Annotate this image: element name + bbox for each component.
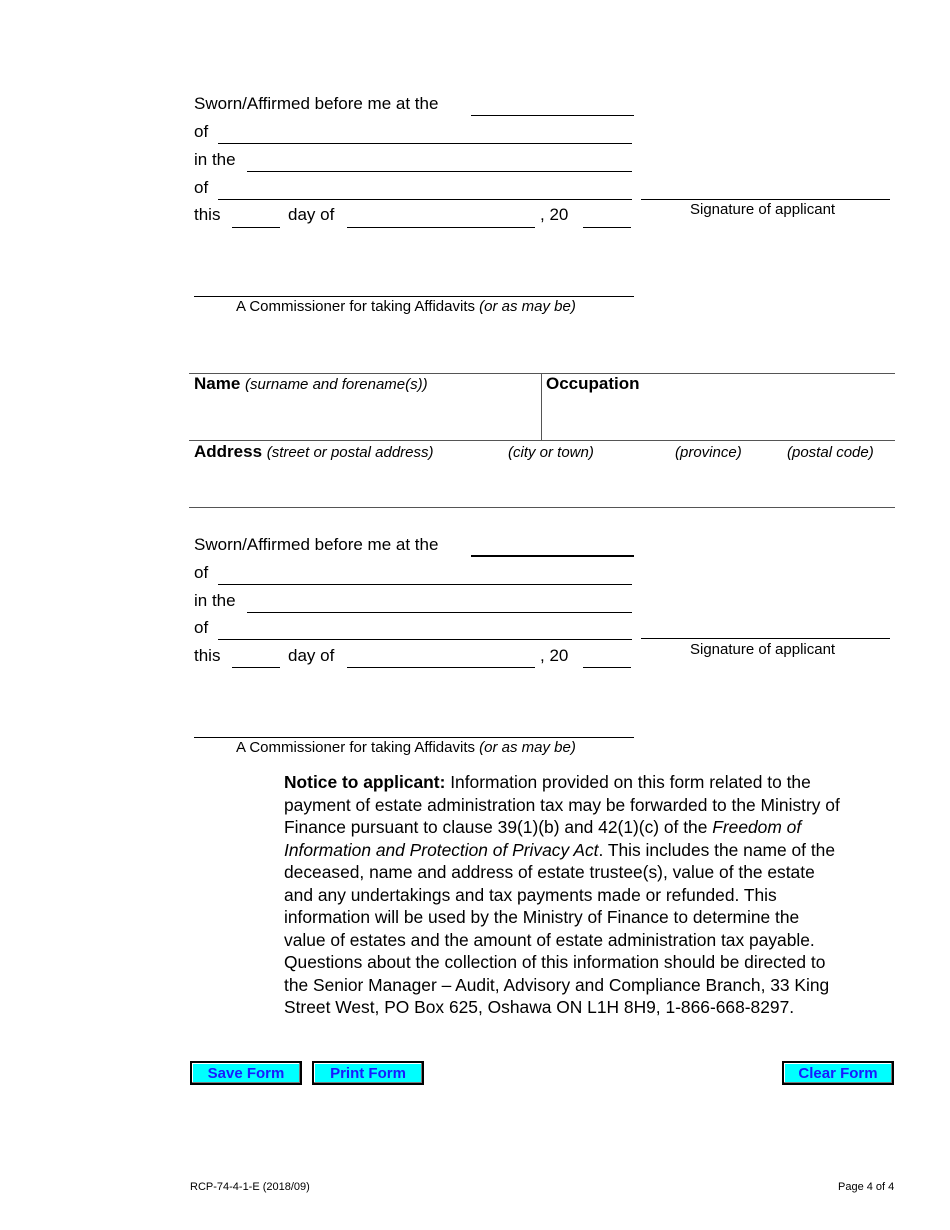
signature-line <box>641 638 890 639</box>
day-of-label: day of <box>288 646 335 665</box>
name-hint: (surname and forename(s)) <box>245 376 428 393</box>
sworn-label: Sworn/Affirmed before me at the <box>194 535 439 554</box>
notice-text-1: Information provided on this form related to the payment of estate administration tax may be forwarded to the Ministry of Finance pursuant to clause 39(1)(b) and 42(1)(c) of the <box>284 772 840 837</box>
commissioner-caption <box>236 298 576 316</box>
day-input[interactable] <box>232 651 280 668</box>
page-number: Page 4 of 4 <box>838 1181 895 1193</box>
commissioner-label: A Commissioner for taking Affidavits <box>236 298 475 315</box>
this-label: this <box>194 205 221 224</box>
name-input[interactable] <box>195 405 535 421</box>
month-input[interactable] <box>347 211 535 228</box>
address-hint: (street or postal address) <box>266 444 434 461</box>
year-input[interactable] <box>583 211 631 228</box>
in-the-label: in the <box>194 150 236 169</box>
name-header <box>194 374 428 394</box>
of-label: of <box>194 618 209 637</box>
form-code: RCP-74-4-1-E (2018/09) <box>190 1181 310 1193</box>
table-bottom-rule <box>189 507 895 508</box>
commissioner-label: A Commissioner for taking Affidavits <box>236 739 475 756</box>
sworn-place-input[interactable] <box>471 539 634 557</box>
commissioner-line <box>194 296 634 297</box>
table-middle-rule <box>189 440 895 441</box>
address-input[interactable] <box>195 472 495 488</box>
occupation-label: Occupation <box>546 374 640 393</box>
day-input[interactable] <box>232 211 280 228</box>
signature-line <box>641 199 890 200</box>
print-form-button[interactable]: Print Form <box>312 1061 424 1085</box>
of-label: of <box>194 178 209 197</box>
notice-text-2: . This includes the name of the deceased, name and address of estate trustee(s), value of the estate and any undertakings and tax payments made or refunded. This information will be used by the Ministry of Finance to determine the value of estates and the amount of estate administration tax payable. Questions about the collection of this information should be directed to the Senior Manager – Audit, Advisory and Compliance Branch, 33 King Street West, PO Box 625, Oshawa ON L1H 8H9, 1-866-668-8297. <box>284 839 835 1017</box>
address-header <box>194 442 434 463</box>
address-label: Address <box>194 442 263 461</box>
of-input-1[interactable] <box>218 568 632 585</box>
notice-act-name: Freedom of Information and Protection of Privacy Act <box>284 817 802 860</box>
of-label: of <box>194 563 209 582</box>
signature-label: Signature of applicant <box>690 641 836 658</box>
occupation-input[interactable] <box>546 405 886 421</box>
of-label: of <box>194 122 209 141</box>
city-hint: (city or town) <box>508 444 594 461</box>
in-the-label: in the <box>194 591 236 610</box>
postal-code-input[interactable] <box>785 472 885 488</box>
year-prefix: , 20 <box>540 646 569 665</box>
province-input[interactable] <box>672 472 777 488</box>
notice-title: Notice to applicant: <box>284 772 446 792</box>
in-the-input[interactable] <box>247 155 632 172</box>
of-input-2[interactable] <box>218 623 632 640</box>
commissioner-caption <box>236 739 576 757</box>
commissioner-note: (or as may be) <box>479 739 576 756</box>
commissioner-line <box>194 737 634 738</box>
day-of-label: day of <box>288 205 335 224</box>
sworn-place-input[interactable] <box>471 99 634 116</box>
table-column-divider <box>541 373 542 440</box>
of-input-2[interactable] <box>218 183 632 200</box>
year-input[interactable] <box>583 651 631 668</box>
city-input[interactable] <box>505 472 665 488</box>
commissioner-note: (or as may be) <box>479 298 576 315</box>
month-input[interactable] <box>347 651 535 668</box>
in-the-input[interactable] <box>247 596 632 613</box>
clear-form-button[interactable]: Clear Form <box>782 1061 894 1085</box>
this-label: this <box>194 646 221 665</box>
of-input-1[interactable] <box>218 127 632 144</box>
sworn-label: Sworn/Affirmed before me at the <box>194 94 439 113</box>
postal-code-hint: (postal code) <box>787 444 874 461</box>
signature-label: Signature of applicant <box>690 201 836 218</box>
province-hint: (province) <box>675 444 742 461</box>
year-prefix: , 20 <box>540 205 569 224</box>
notice-to-applicant <box>284 771 844 1019</box>
name-label: Name <box>194 374 241 393</box>
save-form-button[interactable]: Save Form <box>190 1061 302 1085</box>
